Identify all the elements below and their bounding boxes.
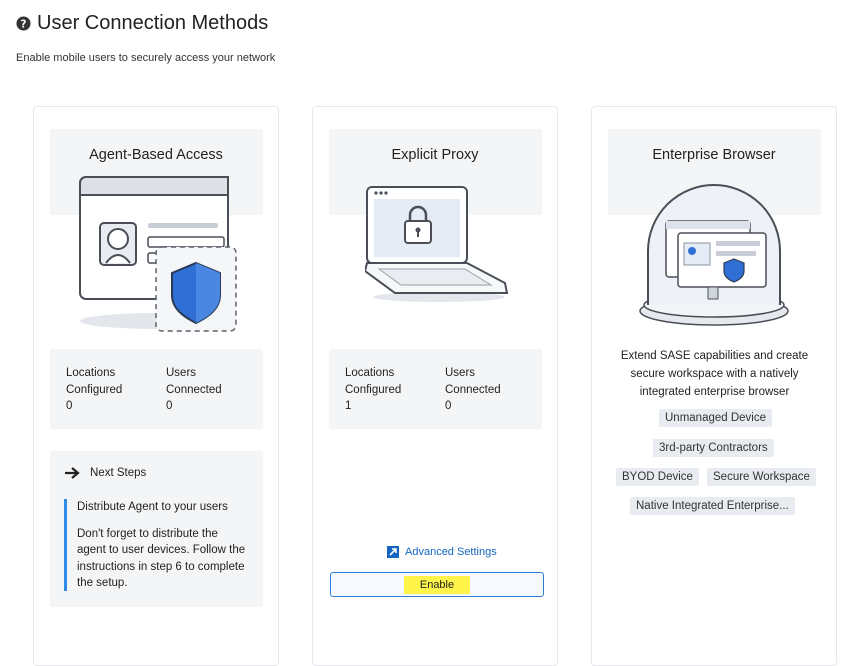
stat-locations: Locations Configured 0	[66, 365, 122, 415]
page-subtitle: Enable mobile users to securely access your network	[16, 52, 276, 64]
agent-access-illustration	[78, 175, 240, 333]
locations-value: 1	[345, 400, 352, 412]
tag-3rd-party-contractors: 3rd-party Contractors	[653, 439, 774, 457]
stats-panel	[329, 349, 542, 429]
next-steps-body	[64, 499, 248, 591]
card-agent-based-access	[33, 106, 279, 666]
stat-users: Users Connected 0	[445, 365, 501, 415]
card-title: Explicit Proxy	[391, 147, 479, 163]
tag-secure-workspace: Secure Workspace	[707, 468, 816, 486]
next-steps-text: Don't forget to distribute the agent to user devices. Follow the instructions in step 6 to complete the setup.	[77, 527, 246, 589]
locations-value: 0	[66, 400, 73, 412]
arrow-right-icon	[64, 467, 80, 479]
stats-panel	[50, 349, 263, 429]
tag-unmanaged-device: Unmanaged Device	[659, 409, 772, 427]
external-link-icon	[387, 546, 399, 558]
users-value: 0	[166, 400, 173, 412]
tag-native-integrated-enterprise: Native Integrated Enterprise...	[630, 497, 795, 515]
card-title: Agent-Based Access	[89, 147, 223, 163]
laptop-lock-illustration	[365, 185, 509, 303]
page-title: User Connection Methods	[37, 12, 269, 34]
card-description: Extend SASE capabilities and create secure workspace with a natively integrated enterprise browser	[620, 350, 809, 398]
advanced-settings-label[interactable]: Advanced Settings	[405, 546, 497, 558]
next-steps-panel	[50, 451, 263, 607]
advanced-settings-link[interactable]	[387, 546, 497, 558]
tag-byod-device: BYOD Device	[616, 468, 699, 486]
question-circle-icon[interactable]	[16, 16, 31, 31]
page-header	[16, 12, 268, 35]
card-explicit-proxy	[312, 106, 558, 666]
users-value: 0	[445, 400, 452, 412]
card-title: Enterprise Browser	[652, 147, 776, 163]
stat-locations: Locations Configured 1	[345, 365, 401, 415]
enable-button[interactable]	[330, 572, 544, 597]
next-steps-title: Distribute Agent to your users	[77, 501, 228, 513]
browser-dome-illustration	[638, 181, 790, 329]
card-enterprise-browser	[591, 106, 837, 666]
enable-button-label[interactable]: Enable	[404, 576, 470, 594]
next-steps-heading: Next Steps	[90, 467, 147, 479]
stat-users: Users Connected 0	[166, 365, 222, 415]
svg-text:?: ?	[20, 18, 27, 31]
